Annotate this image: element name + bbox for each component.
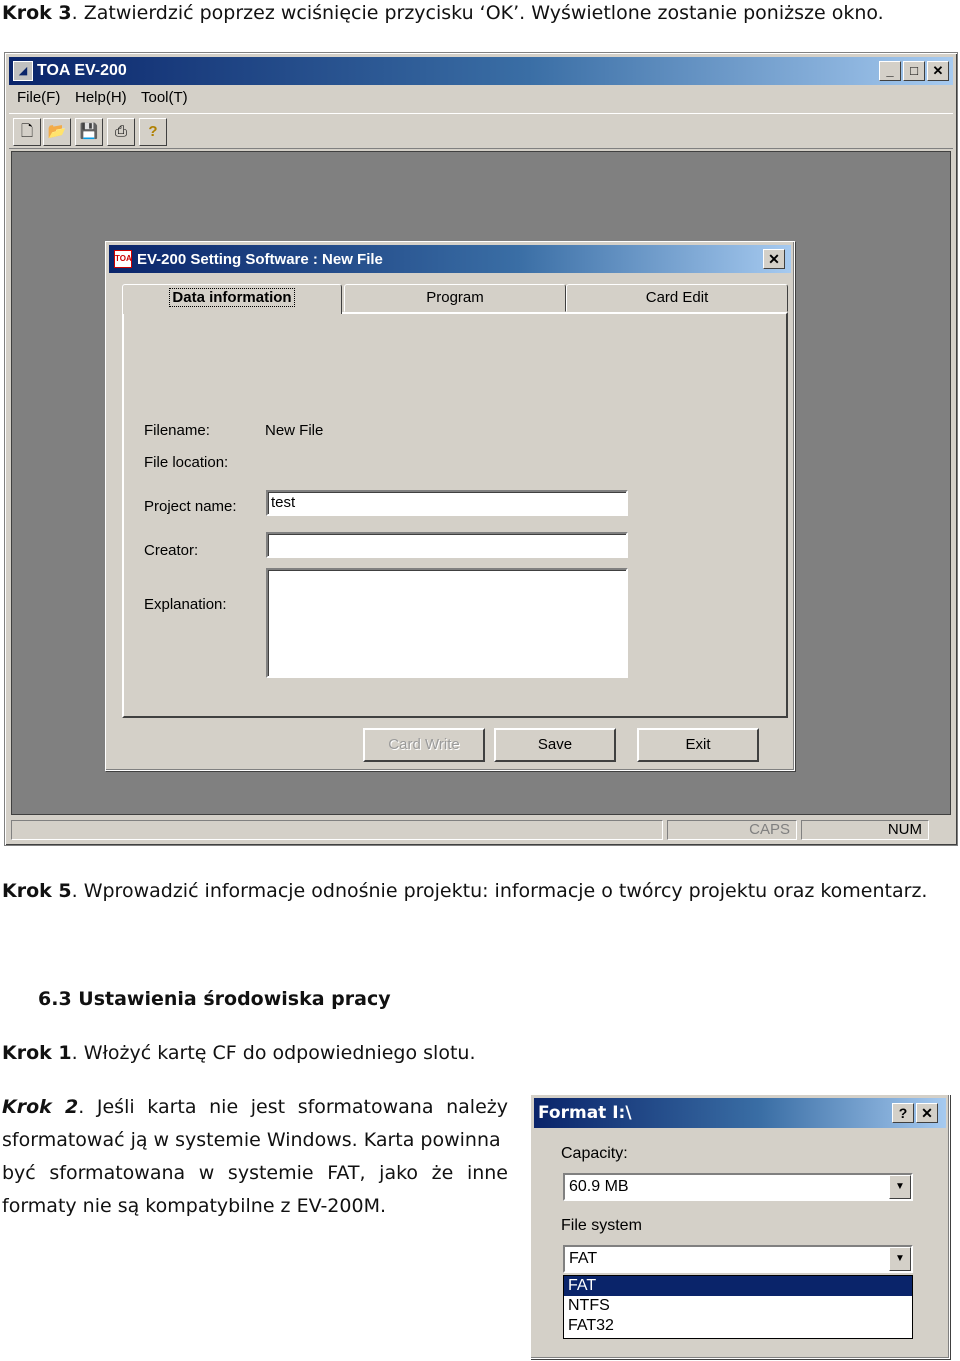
menu-file[interactable]: File(F) [17, 89, 61, 106]
creator-label: Creator: [144, 542, 199, 559]
project-name-input[interactable]: test [266, 490, 628, 516]
capacity-label: Capacity: [561, 1145, 628, 1162]
file-system-label: File system [561, 1217, 642, 1234]
statusbar [9, 819, 953, 841]
menu-help[interactable]: Help(H) [75, 89, 127, 106]
status-caps: CAPS [667, 820, 797, 840]
option-ntfs[interactable]: NTFS [568, 1297, 610, 1314]
format-dialog [530, 1094, 950, 1359]
step5-paragraph [2, 880, 927, 902]
toolbar [9, 113, 953, 149]
help-question-icon[interactable]: ? [892, 1103, 914, 1123]
dialog-title: EV-200 Setting Software : New File [137, 251, 383, 268]
step2-line-1 [2, 1096, 508, 1118]
status-num: NUM [801, 820, 929, 840]
chevron-down-icon[interactable]: ▼ [889, 1175, 911, 1199]
filename-value: New File [265, 422, 324, 439]
tab-card-edit[interactable]: Card Edit [566, 284, 788, 312]
close-icon[interactable]: ✕ [927, 61, 949, 81]
project-name-label: Project name: [144, 498, 237, 515]
save-icon[interactable]: 💾 [75, 118, 103, 146]
print-icon[interactable]: ⎙ [107, 118, 135, 146]
capacity-value: 60.9 MB [569, 1178, 629, 1195]
dialog-close-icon[interactable]: ✕ [763, 249, 785, 269]
app-logo-icon: ◢ [13, 61, 33, 81]
creator-input[interactable] [266, 532, 628, 558]
option-fat[interactable]: FAT [564, 1276, 912, 1296]
app-titlebar[interactable] [9, 57, 953, 85]
menubar [9, 87, 953, 111]
chevron-down-icon[interactable]: ▼ [889, 1247, 911, 1271]
step3-text: . Zatwierdzić poprzez wciśnięcie przycisku ‘OK’. Wyświetlone zostanie poniższe okno. [71, 2, 884, 24]
step1-paragraph [2, 1042, 476, 1064]
exit-button[interactable]: Exit [637, 728, 759, 762]
tab-panel-data-information [122, 312, 788, 718]
dialog-titlebar[interactable] [109, 245, 791, 273]
step1-label: Krok 1 [2, 1042, 72, 1064]
app-title: TOA EV-200 [37, 62, 127, 79]
setting-dialog [105, 241, 795, 771]
step2-label: Krok 2 [2, 1096, 79, 1118]
step5-text: . Wprowadzić informacje odnośnie projektu: informacje o twórcy projektu oraz komentarz. [71, 880, 928, 902]
step2-line-2: sformatować ją w systemie Windows. Karta powinna [2, 1129, 501, 1151]
file-system-value: FAT [569, 1250, 598, 1267]
open-folder-icon[interactable]: 📂 [43, 118, 71, 146]
filename-label: Filename: [144, 422, 210, 439]
maximize-icon[interactable]: □ [903, 61, 925, 81]
section-heading: 6.3 Ustawienia środowiska pracy [38, 988, 391, 1010]
step2-text-1: . Jeśli karta nie jest sformatowana należy [78, 1096, 508, 1118]
step1-text: . Włożyć kartę CF do odpowiedniego slotu. [71, 1042, 476, 1064]
step3-paragraph [2, 2, 884, 24]
step2-line-3: być sformatowana w systemie FAT, jako że inne [2, 1162, 508, 1184]
help-icon[interactable]: ? [139, 118, 167, 146]
toa-logo-icon: TOA [114, 250, 132, 268]
file-system-select[interactable] [563, 1245, 913, 1273]
format-title: Format I:\ [538, 1103, 632, 1123]
tab-program[interactable]: Program [344, 284, 566, 312]
option-fat32[interactable]: FAT32 [568, 1317, 614, 1334]
format-close-icon[interactable]: ✕ [916, 1103, 938, 1123]
minimize-icon[interactable]: _ [879, 61, 901, 81]
explanation-label: Explanation: [144, 596, 227, 613]
file-system-dropdown [563, 1275, 913, 1339]
tab-data-information[interactable] [122, 284, 342, 314]
save-button[interactable]: Save [494, 728, 616, 762]
format-titlebar[interactable] [534, 1098, 946, 1128]
file-location-label: File location: [144, 454, 229, 471]
capacity-select[interactable] [563, 1173, 913, 1201]
new-file-icon[interactable]: 🗋 [13, 118, 41, 146]
status-main [11, 820, 663, 840]
app-window [4, 52, 958, 846]
card-write-button[interactable]: Card Write [363, 728, 485, 762]
step5-label: Krok 5 [2, 880, 72, 902]
tab-data-information-label: Data information [169, 288, 294, 307]
explanation-textarea[interactable] [266, 568, 628, 678]
menu-tool[interactable]: Tool(T) [141, 89, 188, 106]
step3-label: Krok 3 [2, 2, 72, 24]
step2-line-4: formaty nie są kompatybilne z EV-200M. [2, 1195, 387, 1217]
